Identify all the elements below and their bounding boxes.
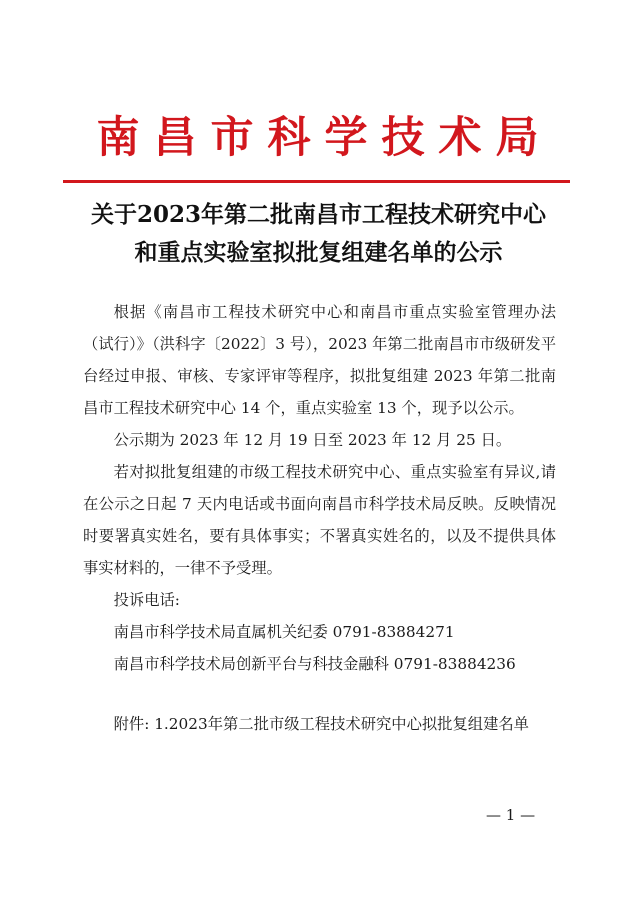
- document-title: [0, 196, 637, 272]
- paragraph-period: 公示期为 2023 年 12 月 19 日至 2023 年 12 月 25 日。: [113, 431, 512, 449]
- contact-innovation-platform: 南昌市科学技术局创新平台与科技金融科 0791-83884236: [113, 655, 516, 673]
- red-divider-rule: [63, 180, 570, 183]
- org-header: 南昌市科学技术局: [96, 113, 553, 163]
- spacer: [83, 680, 556, 708]
- paragraph-objection: 若对拟批复组建的市级工程技术研究中心、重点实验室有异议,请在公示之日起 7 天内电话或书面向南昌市科学技术局反映。反映情况时要署真实姓名，要有具体事实；不署真实姓名的，以及不提供具体事实材料的，一律不予受理。: [83, 463, 556, 577]
- document-title-line-1: 关于2023年第二批南昌市工程技术研究中心: [90, 201, 546, 228]
- complaint-phone-label: 投诉电话:: [113, 591, 180, 609]
- contact-discipline-committee: 南昌市科学技术局直属机关纪委 0791-83884271: [113, 623, 455, 641]
- paragraph-basis: 根据《南昌市工程技术研究中心和南昌市重点实验室管理办法（试行）》（洪科字〔2022〕3 号），2023 年第二批南昌市市级研发平台经过申报、审核、专家评审等程序，拟批复组建 2023 年第二批南昌市工程技术研究中心 14 个，重点实验室 13 个，现予以公示。: [83, 303, 556, 417]
- attachment-line: 附件: 1.2023年第二批市级工程技术研究中心拟批复组建名单: [113, 715, 529, 733]
- document-body: [83, 296, 556, 740]
- page-number: — 1 —: [486, 806, 536, 824]
- document-title-line-2: 和重点实验室拟批复组建名单的公示: [134, 239, 503, 266]
